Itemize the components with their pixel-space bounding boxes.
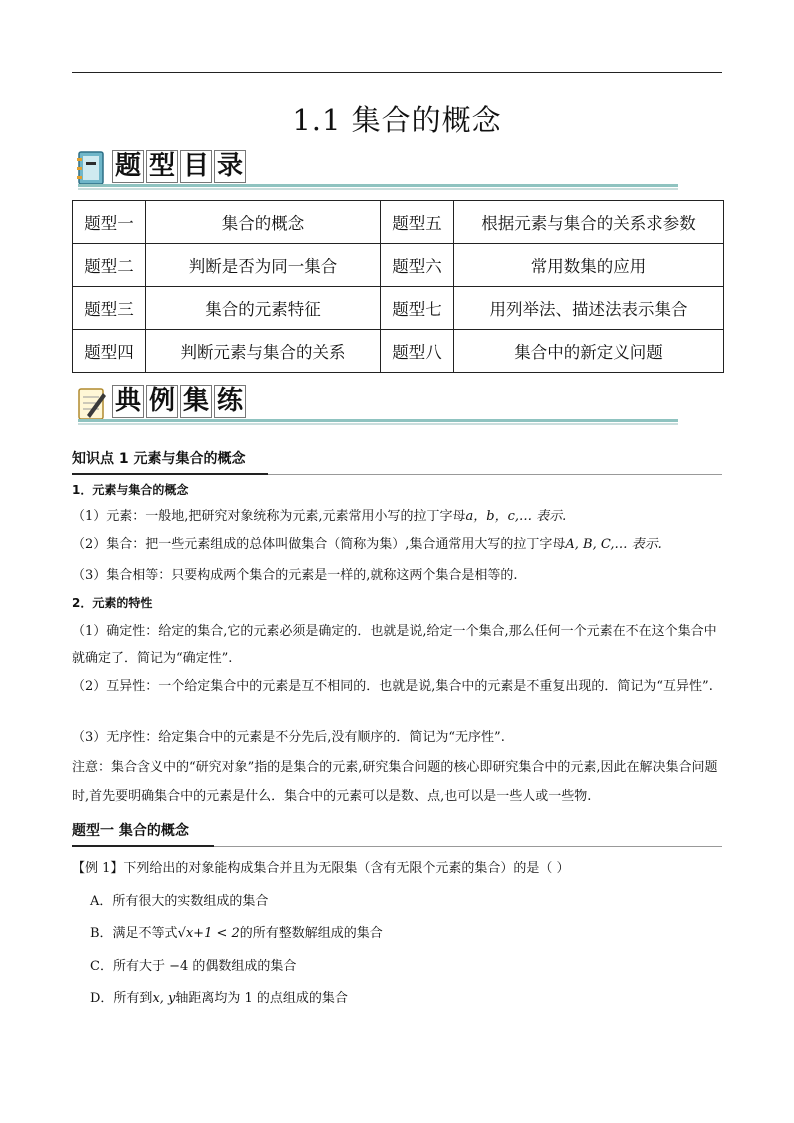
subheading: 1．元素与集合的概念 — [72, 483, 189, 497]
type-label: 题型八 — [381, 330, 454, 373]
heading-underline — [78, 184, 678, 187]
type-heading: 题型一 集合的概念 — [72, 823, 189, 839]
type-title: 集合的元素特征 — [145, 287, 380, 330]
math-text: a，b，c,… 表示. — [465, 509, 567, 524]
heading-char: 练 — [214, 385, 246, 418]
option-text: B．满足不等式 — [90, 926, 178, 941]
heading-rule — [72, 845, 214, 847]
heading-char: 典 — [112, 385, 144, 418]
header-rule — [72, 72, 722, 73]
paragraph — [72, 533, 724, 557]
type-title: 用列举法、描述法表示集合 — [453, 287, 723, 330]
subheading: 2．元素的特性 — [72, 596, 153, 610]
paragraph-text: （2）集合：把一些元素组成的总体叫做集合（简称为集）,集合通常用大写的拉丁字母 — [72, 537, 566, 552]
table-row — [73, 330, 724, 373]
heading-char: 录 — [214, 150, 246, 183]
type-label: 题型七 — [381, 287, 454, 330]
option-a: A．所有很大的实数组成的集合 — [90, 894, 269, 909]
pen-notepad-icon — [77, 385, 107, 421]
heading-rule-thin — [268, 474, 722, 475]
type-title: 判断元素与集合的关系 — [145, 330, 380, 373]
type-label: 题型一 — [73, 201, 146, 244]
heading-rule-thin — [214, 846, 722, 847]
type-title: 集合中的新定义问题 — [453, 330, 723, 373]
paragraph: 注意：集合含义中的“研究对象”指的是集合的元素,研究集合问题的核心即研究集合中的元素,因此在解决集合问题时,首先要明确集合中的元素是什么．集合中的元素可以是数、点,也可以是一些人或一些物. — [72, 760, 718, 804]
heading-char: 目 — [180, 150, 212, 183]
math-text: x, y — [152, 991, 176, 1006]
paragraph — [72, 505, 724, 529]
option-text: 轴距离均为 1 的点组成的集合 — [175, 991, 348, 1006]
option-d — [90, 987, 348, 1006]
paragraph: （2）互异性：一个给定集合中的元素是互不相同的．也就是说,集合中的元素是不重复出现的．简记为“互异性”. — [72, 679, 713, 694]
paragraph: （1）确定性：给定的集合,它的元素必须是确定的．也就是说,给定一个集合,那么任何一个元素在不在这个集合中就确定了．简记为“确定性”. — [72, 624, 717, 666]
heading-rule — [72, 473, 268, 475]
type-label: 题型四 — [73, 330, 146, 373]
type-label: 题型五 — [381, 201, 454, 244]
type-label: 题型六 — [381, 244, 454, 287]
heading-char: 型 — [146, 150, 178, 183]
heading-underline-shadow — [78, 423, 678, 425]
type-title: 常用数集的应用 — [453, 244, 723, 287]
option-text: D．所有到 — [90, 991, 153, 1006]
paragraph: （3）无序性：给定集合中的元素是不分先后,没有顺序的．简记为“无序性”. — [72, 730, 505, 745]
math-text: √x+1 < 2 — [177, 926, 240, 941]
type-label: 题型三 — [73, 287, 146, 330]
type-label: 题型二 — [73, 244, 146, 287]
math-text: A, B, C,… 表示. — [565, 537, 662, 552]
knowledge-point-heading: 知识点 1 元素与集合的概念 — [72, 451, 246, 467]
option-b — [90, 922, 383, 941]
heading-underline-shadow — [78, 188, 678, 190]
type-title: 判断是否为同一集合 — [145, 244, 380, 287]
heading-char: 题 — [112, 150, 144, 183]
option-text: 的所有整数解组成的集合 — [239, 926, 383, 941]
page-title: 1.1 集合的概念 — [292, 103, 502, 137]
type-title: 集合的概念 — [145, 201, 380, 244]
heading-char: 例 — [146, 385, 178, 418]
paragraph-text: （1）元素：一般地,把研究对象统称为元素,元素常用小写的拉丁字母 — [72, 509, 466, 524]
table-row — [73, 287, 724, 330]
paragraph: （3）集合相等：只要构成两个集合的元素是一样的,就称这两个集合是相等的. — [72, 568, 518, 583]
table-row — [73, 244, 724, 287]
heading-char: 集 — [180, 385, 212, 418]
example-question: 【例 1】下列给出的对象能构成集合并且为无限集（含有无限个元素的集合）的是（ ） — [72, 861, 570, 876]
table-row — [73, 201, 724, 244]
catalog-table — [72, 200, 724, 373]
option-c: C．所有大于 −4 的偶数组成的集合 — [90, 959, 297, 974]
notebook-icon — [77, 150, 107, 186]
heading-underline — [78, 419, 678, 422]
type-title: 根据元素与集合的关系求参数 — [453, 201, 723, 244]
